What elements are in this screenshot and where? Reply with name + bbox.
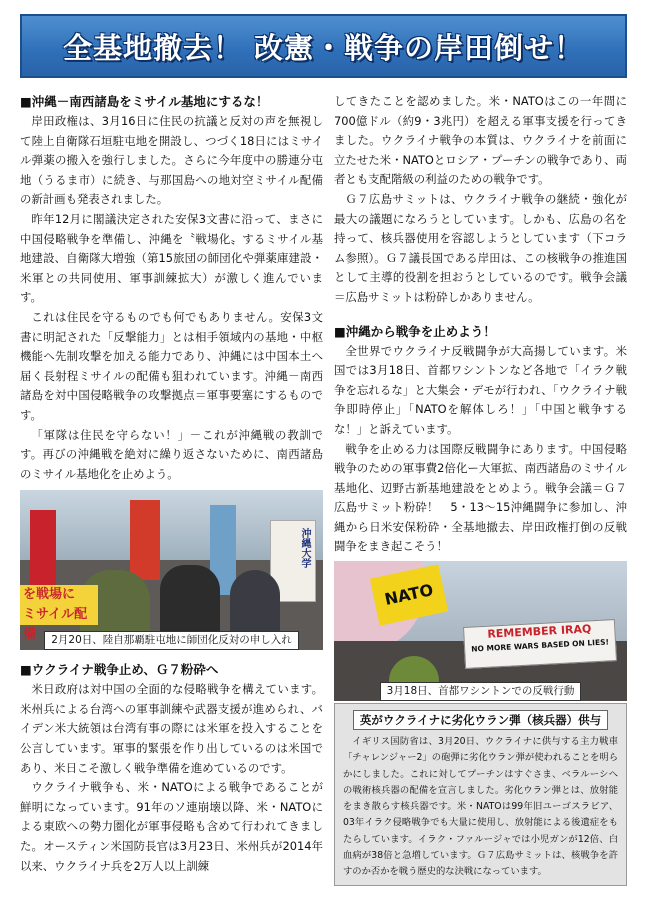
- left-column: [20, 92, 323, 876]
- paragraph: 昨年12月に閣議決定された安保3文書に沿って、まさに中国侵略戦争を準備し、沖縄を〝戦場化〟するミサイル基地建設、自衛隊大増強（第15旅団の師団化や弾薬庫建設・米軍との共同使用、軍事訓練拡大）が激しく進んでいます。: [20, 211, 323, 305]
- section-title-okinawa-missile: ■沖縄－南西諸島をミサイル基地にするな！: [20, 94, 269, 109]
- paragraph: 「軍隊は住民を守らない！」－これが沖縄戦の教訓です。再びの沖縄戦を絶対に繰り返さないために、南西諸島のミサイル基地化を止めよう。: [20, 427, 323, 481]
- paragraph: 米日政府は対中国の全面的な侵略戦争を構えています。米州兵による台湾への軍事訓練や武器支援が進められ、バイデン米大統領は台湾有事の際には米軍を投入することを公言しています。軍事的緊張を作り出しているのは米国であり、米日こそ激しく戦争準備を進めているのです。: [20, 682, 323, 775]
- column-box-depleted-uranium: [334, 703, 627, 886]
- banner-text: REMEMBER IRAQ: [487, 622, 592, 641]
- paragraph: ウクライナ戦争も、米・NATOによる戦争であることが鮮明になっています。91年のソ連崩壊以降、米・NATOによる東欧への勢力圏化が軍事侵略も含めて行われてきました。オースティン米国防長官は3月23日、米州兵が2014年以来、ウクライナ兵を2万人以上訓練: [20, 780, 323, 873]
- paragraph: Ｇ７広島サミットは、ウクライナ戦争の継続・強化が最大の議題になろうとしています。しかも、広島の名を持って、核兵器使用を容認しようとしています（下コラム参照）。Ｇ７議長国である岸田は、この核戦争の推進国として主導的役割を担おうとしているのです。戦争会議＝広島サミットは粉砕しかありません。: [334, 191, 627, 304]
- paragraph: 全世界でウクライナ反戦闘争が大高揚しています。米国では3月18日、首都ワシントンなど各地で「イラク戦争を忘れるな」と大集会・デモが行われ、「ウクライナ戦争即時停止」「NATOを解体しろ！」「中国と戦争するな！」と訴えています。: [334, 343, 627, 436]
- paragraph: 岸田政権は、3月16日に住民の抗議と反対の声を無視して陸上自衛隊石垣駐屯地を開設し、つづく18日にはミサイル弾薬の搬入を強行しました。さらに今年度中の勝連分屯地（うるま市）に続き、与那国島への地対空ミサイル配備の新計画も発表されました。: [20, 114, 323, 207]
- banner-text: NO MORE WARS BASED ON LIES!: [471, 637, 610, 654]
- right-column: [334, 92, 627, 701]
- photo-caption: 2月20日、陸自那覇駐屯地に師団化反対の申し入れ: [20, 630, 323, 650]
- protest-photo-washington: [334, 561, 627, 701]
- photo-caption: 3月18日、首都ワシントンでの反戦行動: [334, 681, 627, 701]
- protest-photo-naha: [20, 490, 323, 650]
- sign-text: 沖縄大学: [299, 528, 310, 569]
- section-title-stop-war: ■沖縄から戦争を止めよう！: [334, 323, 496, 339]
- column-box-body: イギリス国防省は、3月20日、ウクライナに供与する主力戦車「チャレンジャー2」の砲弾に劣化ウラン弾が使われることを明らかにしました。これに対してプーチンはすぐさま、ベラルーシへの戦術核兵器の配備を宣言しました。劣化ウラン弾とは、放射能をまき散らす核兵器です。米・NATOは99年旧ユーゴスラビア、03年イラク侵略戦争でも大量に使用し、放射能による後遺症をもたらしています。イラク・ファルージャでは小児ガンが12倍、白血病が38倍と急増しています。Ｇ７広島サミットは、核戦争を許すのか否かを戦う歴史的な決戦になっています。: [343, 736, 618, 878]
- paragraph: これは住民を守るものでも何でもありません。安保3文書に明記された「反撃能力」とは相手領域内の基地・中枢機能へ先制攻撃を加える能力であり、沖縄には中国本土へ届く長射程ミサイルの配備も狙われています。沖縄－南西諸島を対中国侵略戦争の攻撃拠点＝軍事要塞にするものです。: [20, 309, 323, 422]
- sign-text: ミサイル配備: [23, 607, 88, 643]
- paragraph: 戦争を止める力は国際反戦闘争にあります。中国侵略戦争のための軍事費2倍化ー大軍拡、南西諸島のミサイル基地化、辺野古新基地建設をとめよう。戦争会議＝Ｇ７広島サミット粉砕！ 5・13～15沖縄闘争に参加し、沖縄から日米安保粉砕・全基地撤去、岸田政権打倒の反戦闘争をまき起こそう！: [334, 441, 627, 554]
- section-title-ukraine-g7: ■ウクライナ戦争止め、Ｇ７粉砕へ: [20, 662, 219, 678]
- banner-title: 全基地撤去！ 改憲・戦争の岸田倒せ！: [62, 30, 585, 65]
- sign-text: NATO: [382, 580, 435, 610]
- paragraph: してきたことを認めました。米・NATOはこの一年間に700億ドル（約9・3兆円）を超える軍事支援を行ってきました。ウクライナ戦争の本質は、ウクライナを前面に立たせた米・NATOとロシア・プーチンの戦争であり、両者とも支配階級の利益のための戦争です。: [334, 94, 627, 187]
- header-banner: [20, 14, 627, 78]
- sign-text: を戦場に: [23, 587, 76, 603]
- column-box-title: 英がウクライナに劣化ウラン弾（核兵器）供与: [343, 710, 618, 730]
